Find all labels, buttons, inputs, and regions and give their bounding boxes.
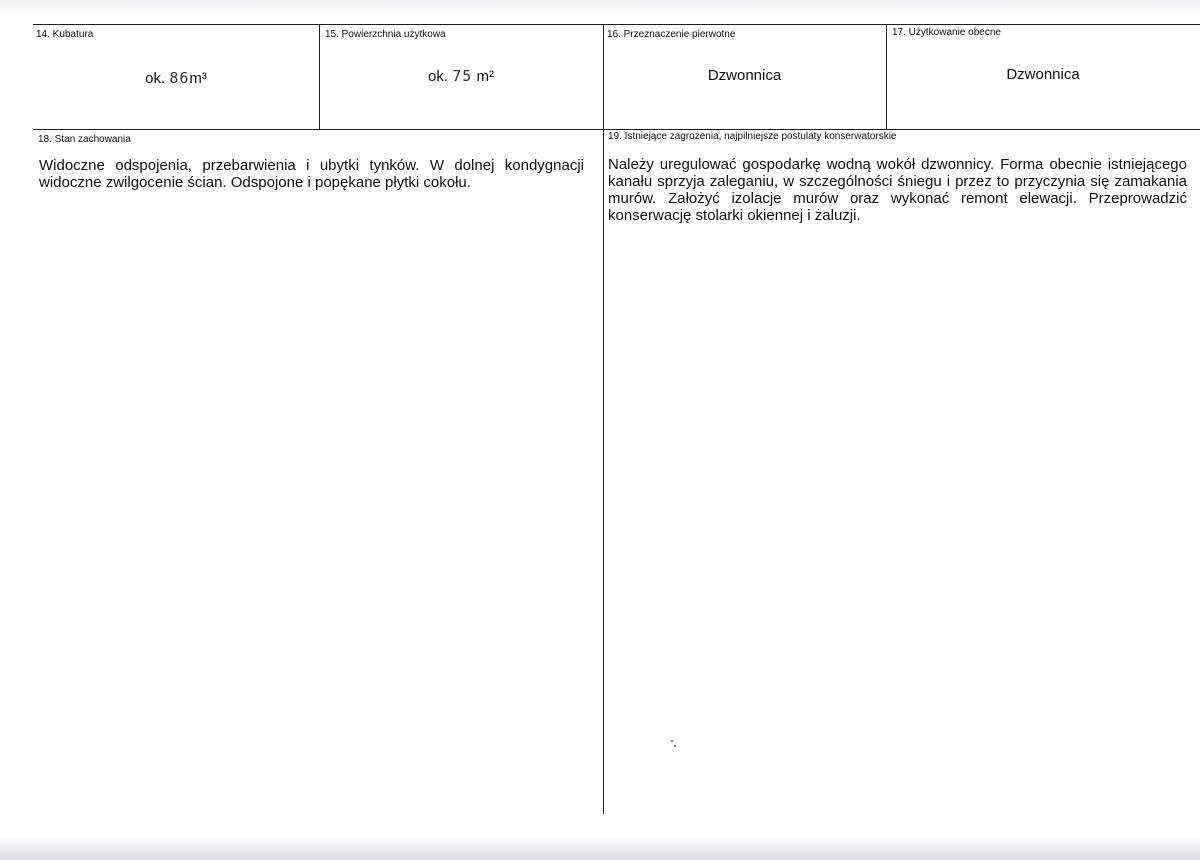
field-value-przeznaczenie: Dzwonnica (707, 67, 782, 84)
field-label-zagrozenia: 19. Istniejące zagrożenia, najpilniejsze postulaty konserwatorskie (608, 131, 897, 142)
powierzchnia-prefix: ok. (428, 68, 449, 85)
powierzchnia-unit: m² (476, 68, 494, 85)
field-value-powierzchnia (319, 67, 603, 86)
scan-bottom-edge (0, 836, 1200, 860)
powierzchnia-number: 75 (452, 67, 473, 85)
field-label-powierzchnia: 15. Powierzchnia użytkowa (325, 29, 446, 40)
field-label-uzytkowanie: 17. Użytkowanie obecne (892, 27, 1001, 38)
kubatura-unit: m³ (189, 70, 207, 87)
field-label-przeznaczenie: 16. Przeznaczenie pierwotne (607, 29, 736, 40)
field-value-uzytkowanie: Dzwonnica (1006, 66, 1080, 83)
field-label-stan: 18. Stan zachowania (38, 134, 131, 145)
heritage-record-form (33, 24, 1200, 814)
scan-top-edge (0, 0, 1200, 18)
field-label-kubatura: 14. Kubatura (36, 29, 94, 40)
scan-speck (674, 745, 676, 747)
row-divider (33, 129, 1200, 130)
column-divider-main (603, 24, 604, 814)
field-text-stan: Widoczne odspojenia, przebarwienia i ubytki tynków. W dolnej kondygnacji widoczne zwilgocenie ścian. Odspojone i popękane płytki cokołu. (39, 157, 584, 191)
kubatura-number: 86 (169, 69, 190, 87)
field-value-kubatura (33, 69, 319, 88)
scan-speck (671, 740, 673, 742)
form-top-border (33, 24, 1200, 25)
field-text-zagrozenia: Należy uregulować gospodarkę wodną wokół dzwonnicy. Forma obecnie istniejącego kanału sprzyja zaleganiu, w szczególności śniegu i przez to przyczynia się zamakania murów. Założyć izolacje murów oraz wykonać remont elewacji. Przeprowadzić konserwację stolarki okiennej i żaluzji. (608, 156, 1187, 224)
kubatura-prefix: ok. (145, 70, 166, 87)
